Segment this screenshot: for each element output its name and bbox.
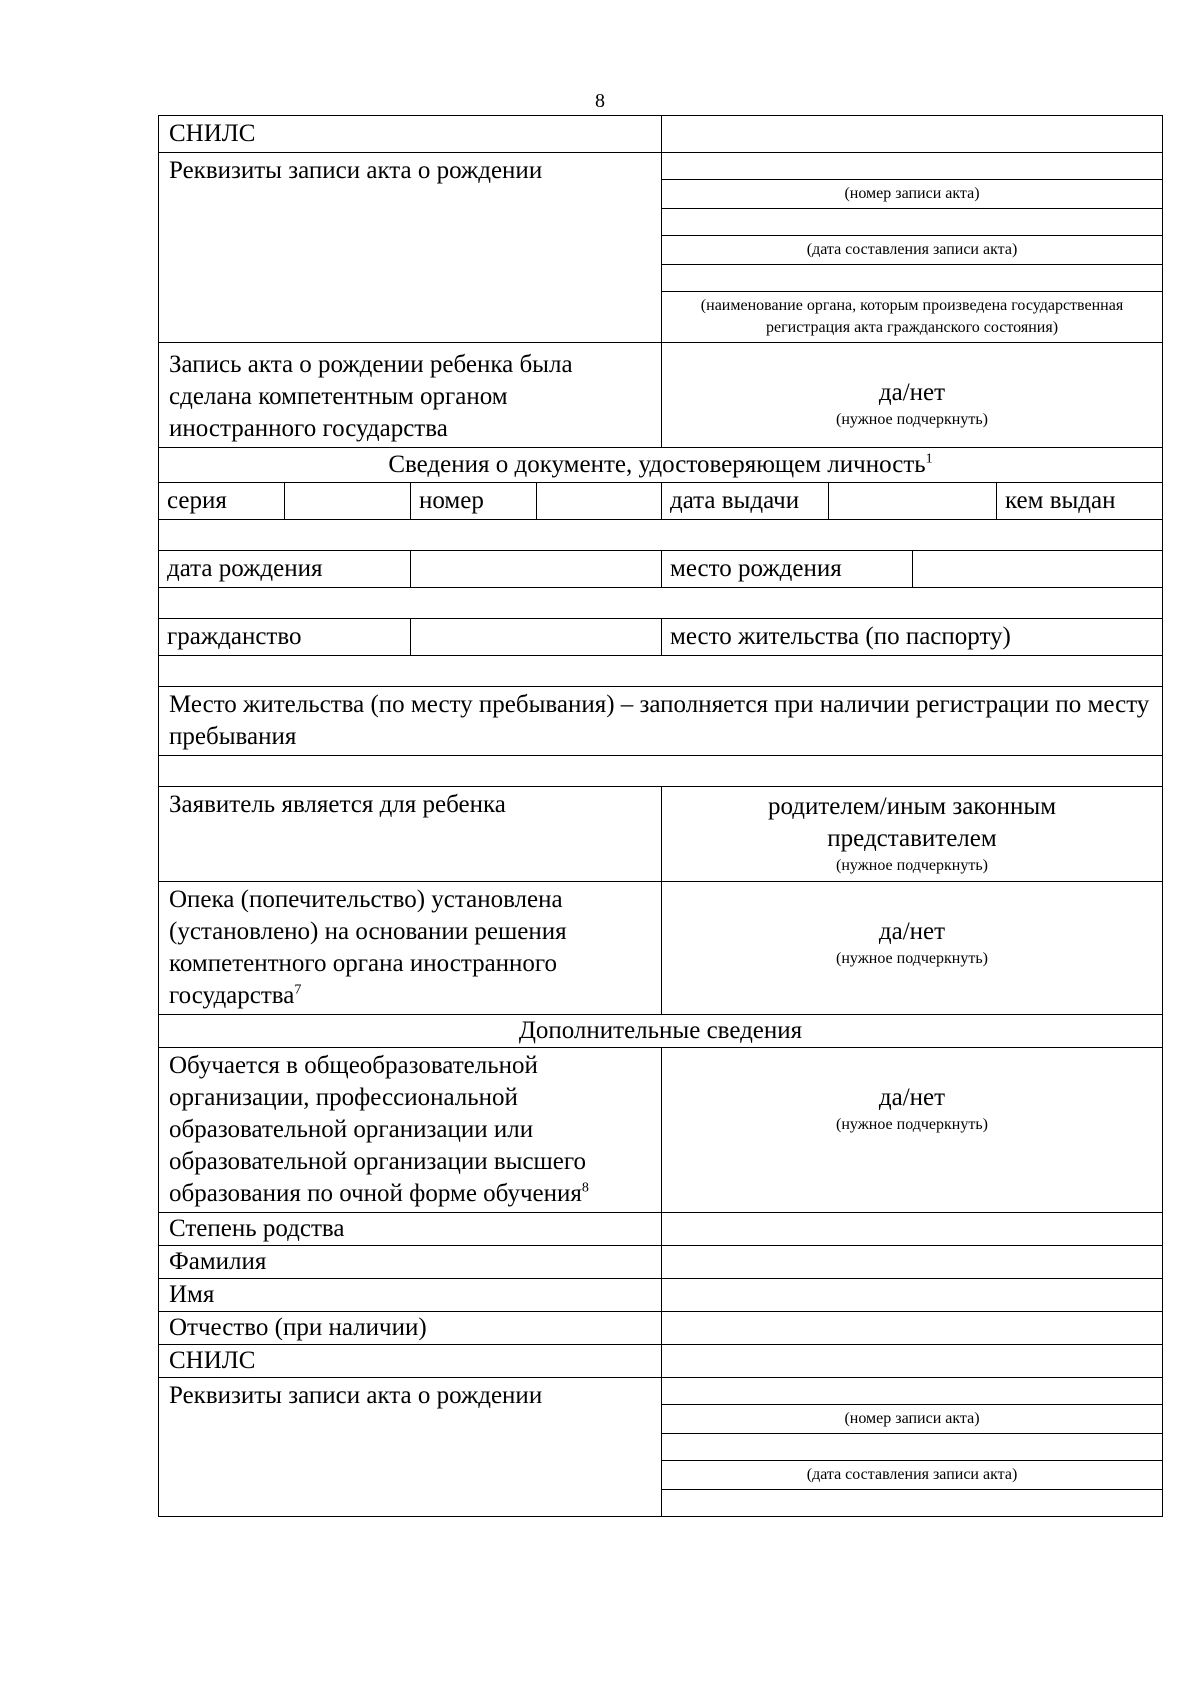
surname-label: Фамилия (159, 1246, 662, 1278)
study-footnote: 8 (581, 1180, 589, 1196)
id-doc-header-text: Сведения о документе, удостоверяющем личность (388, 451, 926, 478)
stay-residence-label: Место жительства (по месту пребывания) – заполняется при наличии регистрации по месту пребывания (169, 691, 1150, 750)
record-number-caption-2: (номер записи акта) (662, 1405, 1162, 1434)
guardianship-row (159, 881, 1162, 1014)
snils-label: СНИЛС (159, 116, 662, 152)
kinship-row (159, 1212, 1162, 1245)
birth-record-label: Реквизиты записи акта о рождении (159, 153, 662, 342)
kinship-field[interactable] (662, 1213, 1162, 1245)
birth-place-label: место рождения (662, 551, 913, 587)
yes-no-option[interactable]: да/нет (878, 379, 946, 406)
foreign-record-answer (662, 343, 1162, 447)
patronymic-label: Отчество (при наличии) (159, 1312, 662, 1344)
guardianship-label: Опека (попечительство) установлена (установлено) на основании решения компетентного органа иностранного государства (169, 886, 567, 1009)
guardianship-label-cell (159, 882, 662, 1014)
number-field[interactable] (537, 483, 662, 519)
underline-hint: (нужное подчеркнуть) (836, 857, 988, 874)
stay-residence-field[interactable] (159, 756, 1162, 786)
birth-place-field[interactable] (913, 551, 1162, 587)
record-date-caption-2: (дата составления записи акта) (662, 1461, 1162, 1490)
number-label: номер (411, 483, 537, 519)
id-doc-fields-row (159, 482, 1162, 519)
study-answer (662, 1048, 1162, 1212)
issued-by-label: кем выдан (1005, 487, 1116, 514)
residence-passport-field[interactable] (159, 656, 1162, 686)
record-number-caption: (номер записи акта) (662, 180, 1162, 209)
snils-row (159, 116, 1162, 152)
birth-record-fields-2 (662, 1378, 1162, 1516)
yes-no-option[interactable]: да/нет (878, 918, 946, 945)
record-number-field[interactable] (662, 153, 1162, 180)
snils-field-2[interactable] (662, 1345, 1162, 1377)
surname-row (159, 1245, 1162, 1278)
underline-hint: (нужное подчеркнуть) (836, 411, 988, 428)
authority-caption: (наименование органа, которым произведена государственная регистрация акта гражданского состояния) (700, 297, 1124, 336)
name-label: Имя (159, 1279, 662, 1311)
issue-date-label: дата выдачи (662, 483, 829, 519)
page-number: 8 (595, 90, 605, 112)
record-date-field-2[interactable] (662, 1434, 1162, 1461)
series-label: серия (159, 483, 285, 519)
study-label: Обучается в общеобразовательной организации, профессиональной образовательной организации или образовательной организации высшего образования по очной форме обучения (169, 1052, 587, 1207)
authority-field[interactable] (662, 265, 1162, 292)
birth-record-row (159, 152, 1162, 342)
record-date-field[interactable] (662, 209, 1162, 236)
application-form-table (158, 115, 1163, 1517)
additional-header: Дополнительные сведения (518, 1017, 803, 1044)
birth-date-field[interactable] (411, 551, 662, 587)
birth-date-label: дата рождения (159, 551, 411, 587)
name-field[interactable] (662, 1279, 1162, 1311)
name-row (159, 1278, 1162, 1311)
citizenship-row (159, 618, 1162, 655)
patronymic-row (159, 1311, 1162, 1344)
additional-header-row (159, 1014, 1162, 1047)
record-number-field-2[interactable] (662, 1378, 1162, 1405)
guardianship-answer (662, 882, 1162, 1014)
id-doc-header (159, 448, 1162, 482)
authority-field-2[interactable] (662, 1490, 1162, 1516)
issued-by-row (159, 519, 1162, 550)
snils-field[interactable] (662, 116, 1162, 152)
study-label-cell (159, 1048, 662, 1212)
guardianship-footnote: 7 (294, 982, 302, 998)
stay-residence-value-row (159, 755, 1162, 786)
patronymic-field[interactable] (662, 1312, 1162, 1344)
birth-record-row-2 (159, 1377, 1162, 1516)
issued-by-field[interactable] (159, 520, 1162, 550)
surname-field[interactable] (662, 1246, 1162, 1278)
birth-date-row (159, 550, 1162, 587)
issue-date-field[interactable] (829, 483, 997, 519)
applicant-label: Заявитель является для ребенка (159, 787, 662, 881)
underline-hint: (нужное подчеркнуть) (836, 950, 988, 967)
kinship-label: Степень родства (159, 1213, 662, 1245)
snils-row-2 (159, 1344, 1162, 1377)
foreign-record-label: Запись акта о рождении ребенка была сделана компетентным органом иностранного государства (159, 343, 662, 447)
id-doc-header-row (159, 447, 1162, 482)
citizenship-label: гражданство (159, 619, 411, 655)
birth-place-extra-field[interactable] (159, 588, 1162, 618)
birth-place-row (159, 587, 1162, 618)
foreign-record-row (159, 342, 1162, 447)
yes-no-option[interactable]: да/нет (878, 1084, 946, 1111)
series-field[interactable] (285, 483, 411, 519)
citizenship-field[interactable] (411, 619, 662, 655)
birth-record-label-2: Реквизиты записи акта о рождении (159, 1378, 662, 1516)
applicant-option[interactable]: родителем/иным законным представителем (767, 793, 1057, 852)
applicant-answer (662, 787, 1162, 881)
residence-passport-label: место жительства (по паспорту) (670, 623, 1011, 650)
residence-passport-row (159, 655, 1162, 686)
birth-record-fields (662, 153, 1162, 342)
study-row (159, 1047, 1162, 1212)
snils-label-2: СНИЛС (159, 1345, 662, 1377)
underline-hint: (нужное подчеркнуть) (836, 1116, 988, 1133)
id-doc-footnote: 1 (925, 451, 933, 467)
applicant-row (159, 786, 1162, 881)
record-date-caption: (дата составления записи акта) (662, 236, 1162, 265)
stay-residence-row (159, 686, 1162, 755)
